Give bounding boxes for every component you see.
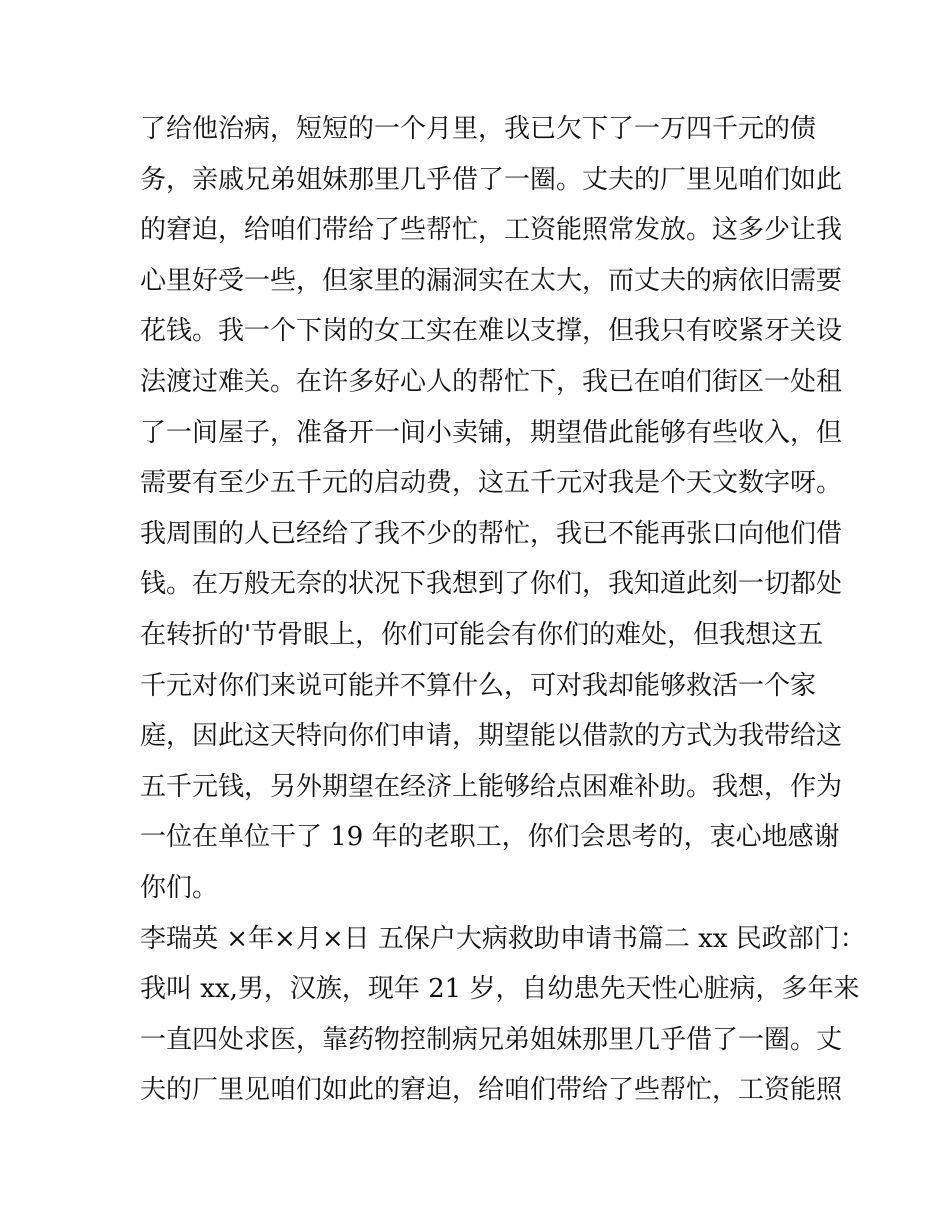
text-line: 我周围的人已经给了我不少的帮忙，我已不能再张口向他们借 [140,518,843,549]
text-line: 务，亲戚兄弟姐妹那里几乎借了一圈。丈夫的厂里见咱们如此 [140,164,843,195]
text-line: 一直四处求医，靠药物控制病兄弟姐妹那里几乎借了一圈。丈 [140,1024,843,1055]
text-line: 需要有至少五千元的启动费，这五千元对我是个天文数字呀。 [140,468,843,499]
text-line: 庭，因此这天特向你们申请，期望能以借款的方式为我带给这 [140,721,843,752]
text-line: 在转折的'节骨眼上，你们可能会有你们的难处，但我想这五 [140,619,824,650]
text-line: 法渡过难关。在许多好心人的帮忙下，我已在咱们街区一处租 [140,366,843,397]
text-line: 心里好受一些，但家里的漏洞实在太大，而丈夫的病依旧需要 [140,265,843,296]
text-line: 一位在单位干了 19 年的老职工，你们会思考的，衷心地感谢 [140,822,840,853]
text-line: 千元对你们来说可能并不算什么，可对我却能够救活一个家 [140,670,817,701]
text-line: 钱。在万般无奈的状况下我想到了你们，我知道此刻一切都处 [140,569,843,600]
text-line: 了一间屋子，准备开一间小卖铺，期望借此能够有些收入，但 [140,417,843,448]
text-line: 的窘迫，给咱们带给了些帮忙，工资能照常发放。这多少让我 [140,215,843,246]
document-body [140,104,866,1116]
text-line: 李瑞英 ×年×月×日 五保户大病救助申请书篇二 xx 民政部门： [140,923,866,954]
text-line: 你们。 [140,872,219,903]
text-line: 夫的厂里见咱们如此的窘迫，给咱们带给了些帮忙，工资能照 [140,1075,843,1106]
text-line: 了给他治病，短短的一个月里，我已欠下了一万四千元的债 [140,114,817,144]
text-line: 花钱。我一个下岗的女工实在难以支撑，但我只有咬紧牙关设 [140,316,843,347]
text-line: 五千元钱，另外期望在经济上能够给点困难补助。我想，作为 [140,771,843,802]
text-line: 我叫 xx,男，汉族，现年 21 岁，自幼患先天性心脏病，多年来 [140,974,860,1005]
